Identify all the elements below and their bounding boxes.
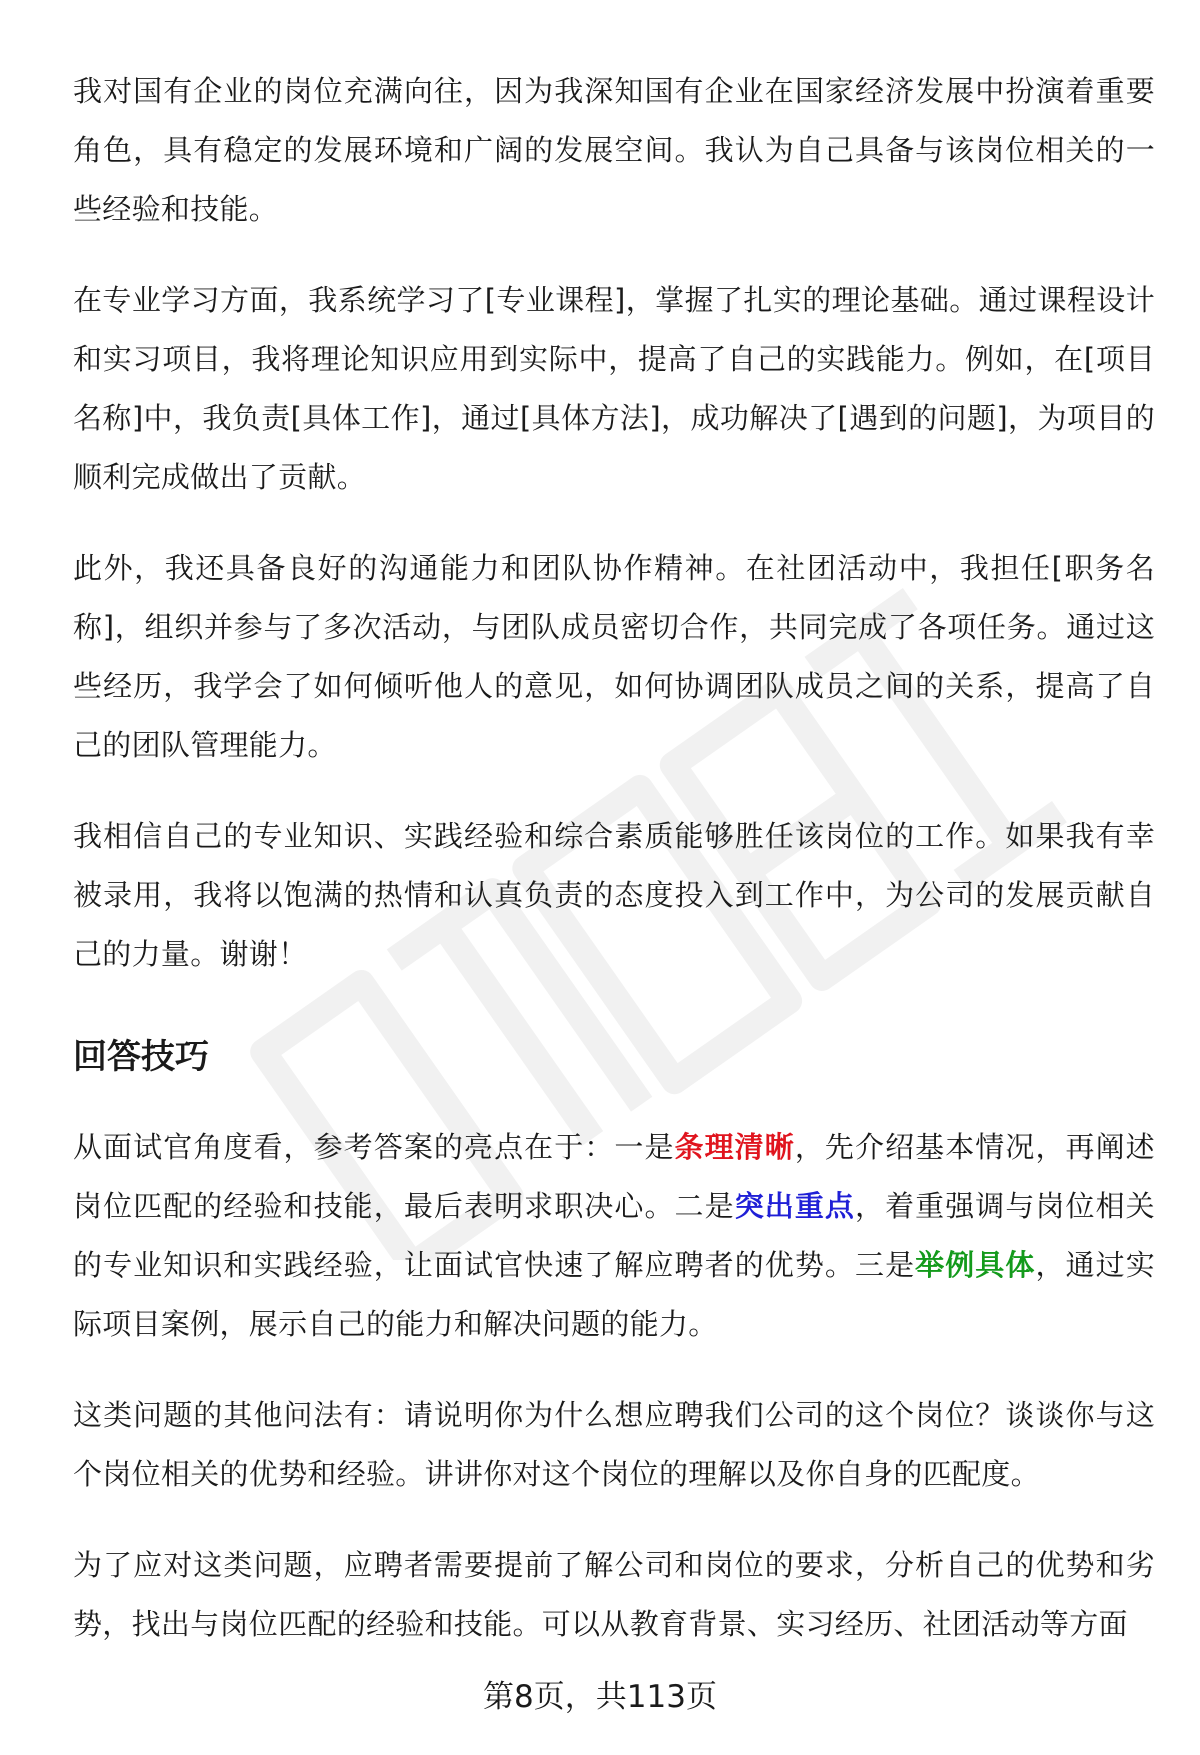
body-paragraph-1: 我对国有企业的岗位充满向往，因为我深知国有企业在国家经济发展中扮演着重要角色，具有稳定的发展环境和广阔的发展空间。我认为自己具备与该岗位相关的一些经验和技能。: [73, 74, 1155, 226]
tips-paragraph-3: 为了应对这类问题，应聘者需要提前了解公司和岗位的要求，分析自己的优势和劣势，找出与岗位匹配的经验和技能。可以从教育背景、实习经历、社团活动等方面: [73, 1548, 1155, 1641]
tips-paragraph-2: 这类问题的其他问法有：请说明你为什么想应聘我们公司的这个岗位？谈谈你与这个岗位相关的优势和经验。讲讲你对这个岗位的理解以及你自身的匹配度。: [73, 1398, 1155, 1491]
highlight-key-points: 突出重点: [734, 1189, 855, 1223]
tips-text-a: 从面试官角度看，参考答案的亮点在于：一是: [73, 1130, 675, 1164]
tips-text-c: ，着重强调与岗位相关的专业知识和实践经验，让面试官快速了解应聘者的优势。三是: [73, 1189, 1155, 1282]
highlight-clear-structure: 条理清晰: [674, 1130, 795, 1164]
highlight-specific-examples: 举例具体: [915, 1248, 1036, 1282]
tips-text-b: ，先介绍基本情况，再阐述岗位匹配的经验和技能，最后表明求职决心。二是: [73, 1130, 1155, 1223]
document-page: [73, 62, 1155, 1686]
tips-paragraph-1: [73, 1118, 1155, 1354]
section-heading: 回答技巧: [73, 1037, 209, 1077]
page-number-footer: 第8页，共113页: [483, 1679, 717, 1715]
body-paragraph-2: 在专业学习方面，我系统学习了[专业课程]，掌握了扎实的理论基础。通过课程设计和实习项目，我将理论知识应用到实际中，提高了自己的实践能力。例如，在[项目名称]中，我负责[具体工作]，通过[具体方法]，成功解决了[遇到的问题]，为项目的顺利完成做出了贡献。: [73, 283, 1155, 494]
body-paragraph-4: 我相信自己的专业知识、实践经验和综合素质能够胜任该岗位的工作。如果我有幸被录用，我将以饱满的热情和认真负责的态度投入到工作中，为公司的发展贡献自己的力量。谢谢！: [73, 819, 1155, 971]
tips-text-d: ，通过实际项目案例，展示自己的能力和解决问题的能力。: [73, 1248, 1155, 1341]
body-paragraph-3: 此外，我还具备良好的沟通能力和团队协作精神。在社团活动中，我担任[职务名称]，组织并参与了多次活动，与团队成员密切合作，共同完成了各项任务。通过这些经历，我学会了如何倾听他人的意见，如何协调团队成员之间的关系，提高了自己的团队管理能力。: [73, 551, 1155, 762]
